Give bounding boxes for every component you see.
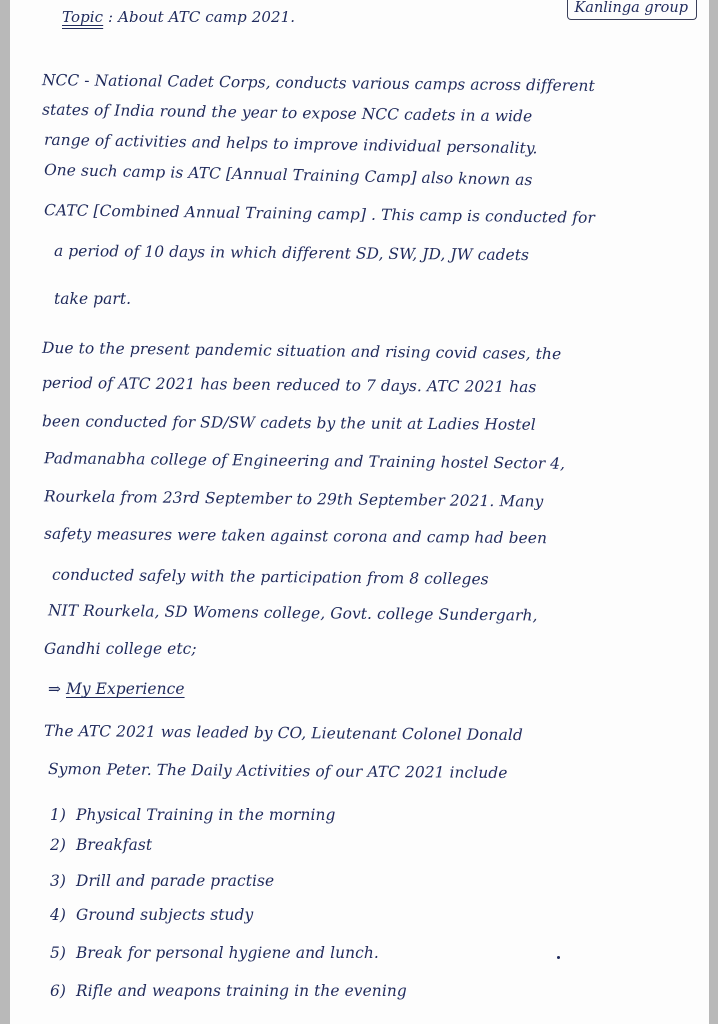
activity-item (50, 836, 152, 854)
paragraph2-line: NIT Rourkela, SD Womens college, Govt. college Sundergarh, (47, 601, 538, 625)
experience-line: The ATC 2021 was leaded by CO, Lieutenant Colonel Donald (43, 721, 523, 745)
paragraph2-line: Gandhi college etc; (44, 640, 197, 658)
paragraph1-line: take part. (54, 290, 132, 308)
paragraph1-line: range of activities and helps to improve individual personality. (43, 130, 538, 158)
stray-ink-dot (557, 956, 560, 959)
paragraph2-line: Padmanabha college of Engineering and Training hostel Sector 4, (43, 449, 566, 473)
activity-text: Rifle and weapons training in the evening (76, 982, 407, 1000)
group-name: Kanlinga group (574, 0, 688, 16)
activity-item (50, 906, 253, 924)
activity-text: Physical Training in the morning (76, 806, 336, 824)
paragraph2-line: period of ATC 2021 has been reduced to 7 days. ATC 2021 has (41, 373, 537, 397)
arrow-icon: ⇒ (48, 680, 61, 698)
activity-number: 5) (50, 944, 66, 962)
activity-text: Drill and parade practise (76, 872, 275, 890)
paragraph1-line: NCC - National Cadet Corps, conducts various camps across different (41, 71, 595, 95)
experience-title: My Experience (66, 680, 185, 698)
activity-item (50, 982, 407, 1000)
topic-label: Topic (62, 8, 104, 26)
experience-heading (48, 680, 185, 698)
activity-item (50, 872, 274, 890)
handwritten-page (10, 0, 709, 1024)
topic-text: About ATC camp 2021. (118, 8, 296, 26)
experience-line: Symon Peter. The Daily Activities of our ATC 2021 include (47, 759, 508, 783)
paragraph2-line: conducted safely with the participation from 8 colleges (51, 565, 489, 589)
paragraph2-line: safety measures were taken against corona and camp had been (43, 524, 548, 548)
activity-text: Break for personal hygiene and lunch. (76, 944, 379, 962)
activity-number: 4) (50, 906, 66, 924)
activity-number: 3) (50, 872, 66, 890)
topic-separator: : (108, 8, 114, 26)
paragraph2-line: Rourkela from 23rd September to 29th September 2021. Many (43, 487, 544, 511)
activity-item (50, 944, 379, 962)
activity-text: Breakfast (76, 836, 153, 854)
activity-number: 1) (50, 806, 66, 824)
group-name-box (567, 0, 697, 20)
activity-item (50, 806, 335, 824)
topic-heading (62, 8, 295, 26)
activity-number: 2) (50, 836, 66, 854)
paragraph1-line: CATC [Combined Annual Training camp] . This camp is conducted for (43, 201, 596, 227)
paragraph2-line: been conducted for SD/SW cadets by the unit at Ladies Hostel (41, 412, 536, 434)
paragraph1-line: One such camp is ATC [Annual Training Camp] also known as (43, 160, 533, 190)
activity-number: 6) (50, 982, 66, 1000)
activity-text: Ground subjects study (76, 906, 254, 924)
paragraph1-line: a period of 10 days in which different SD, SW, JD, JW cadets (53, 241, 530, 265)
paragraph2-line: Due to the present pandemic situation and rising covid cases, the (41, 338, 562, 364)
paragraph1-line: states of India round the year to expose NCC cadets in a wide (41, 100, 533, 126)
